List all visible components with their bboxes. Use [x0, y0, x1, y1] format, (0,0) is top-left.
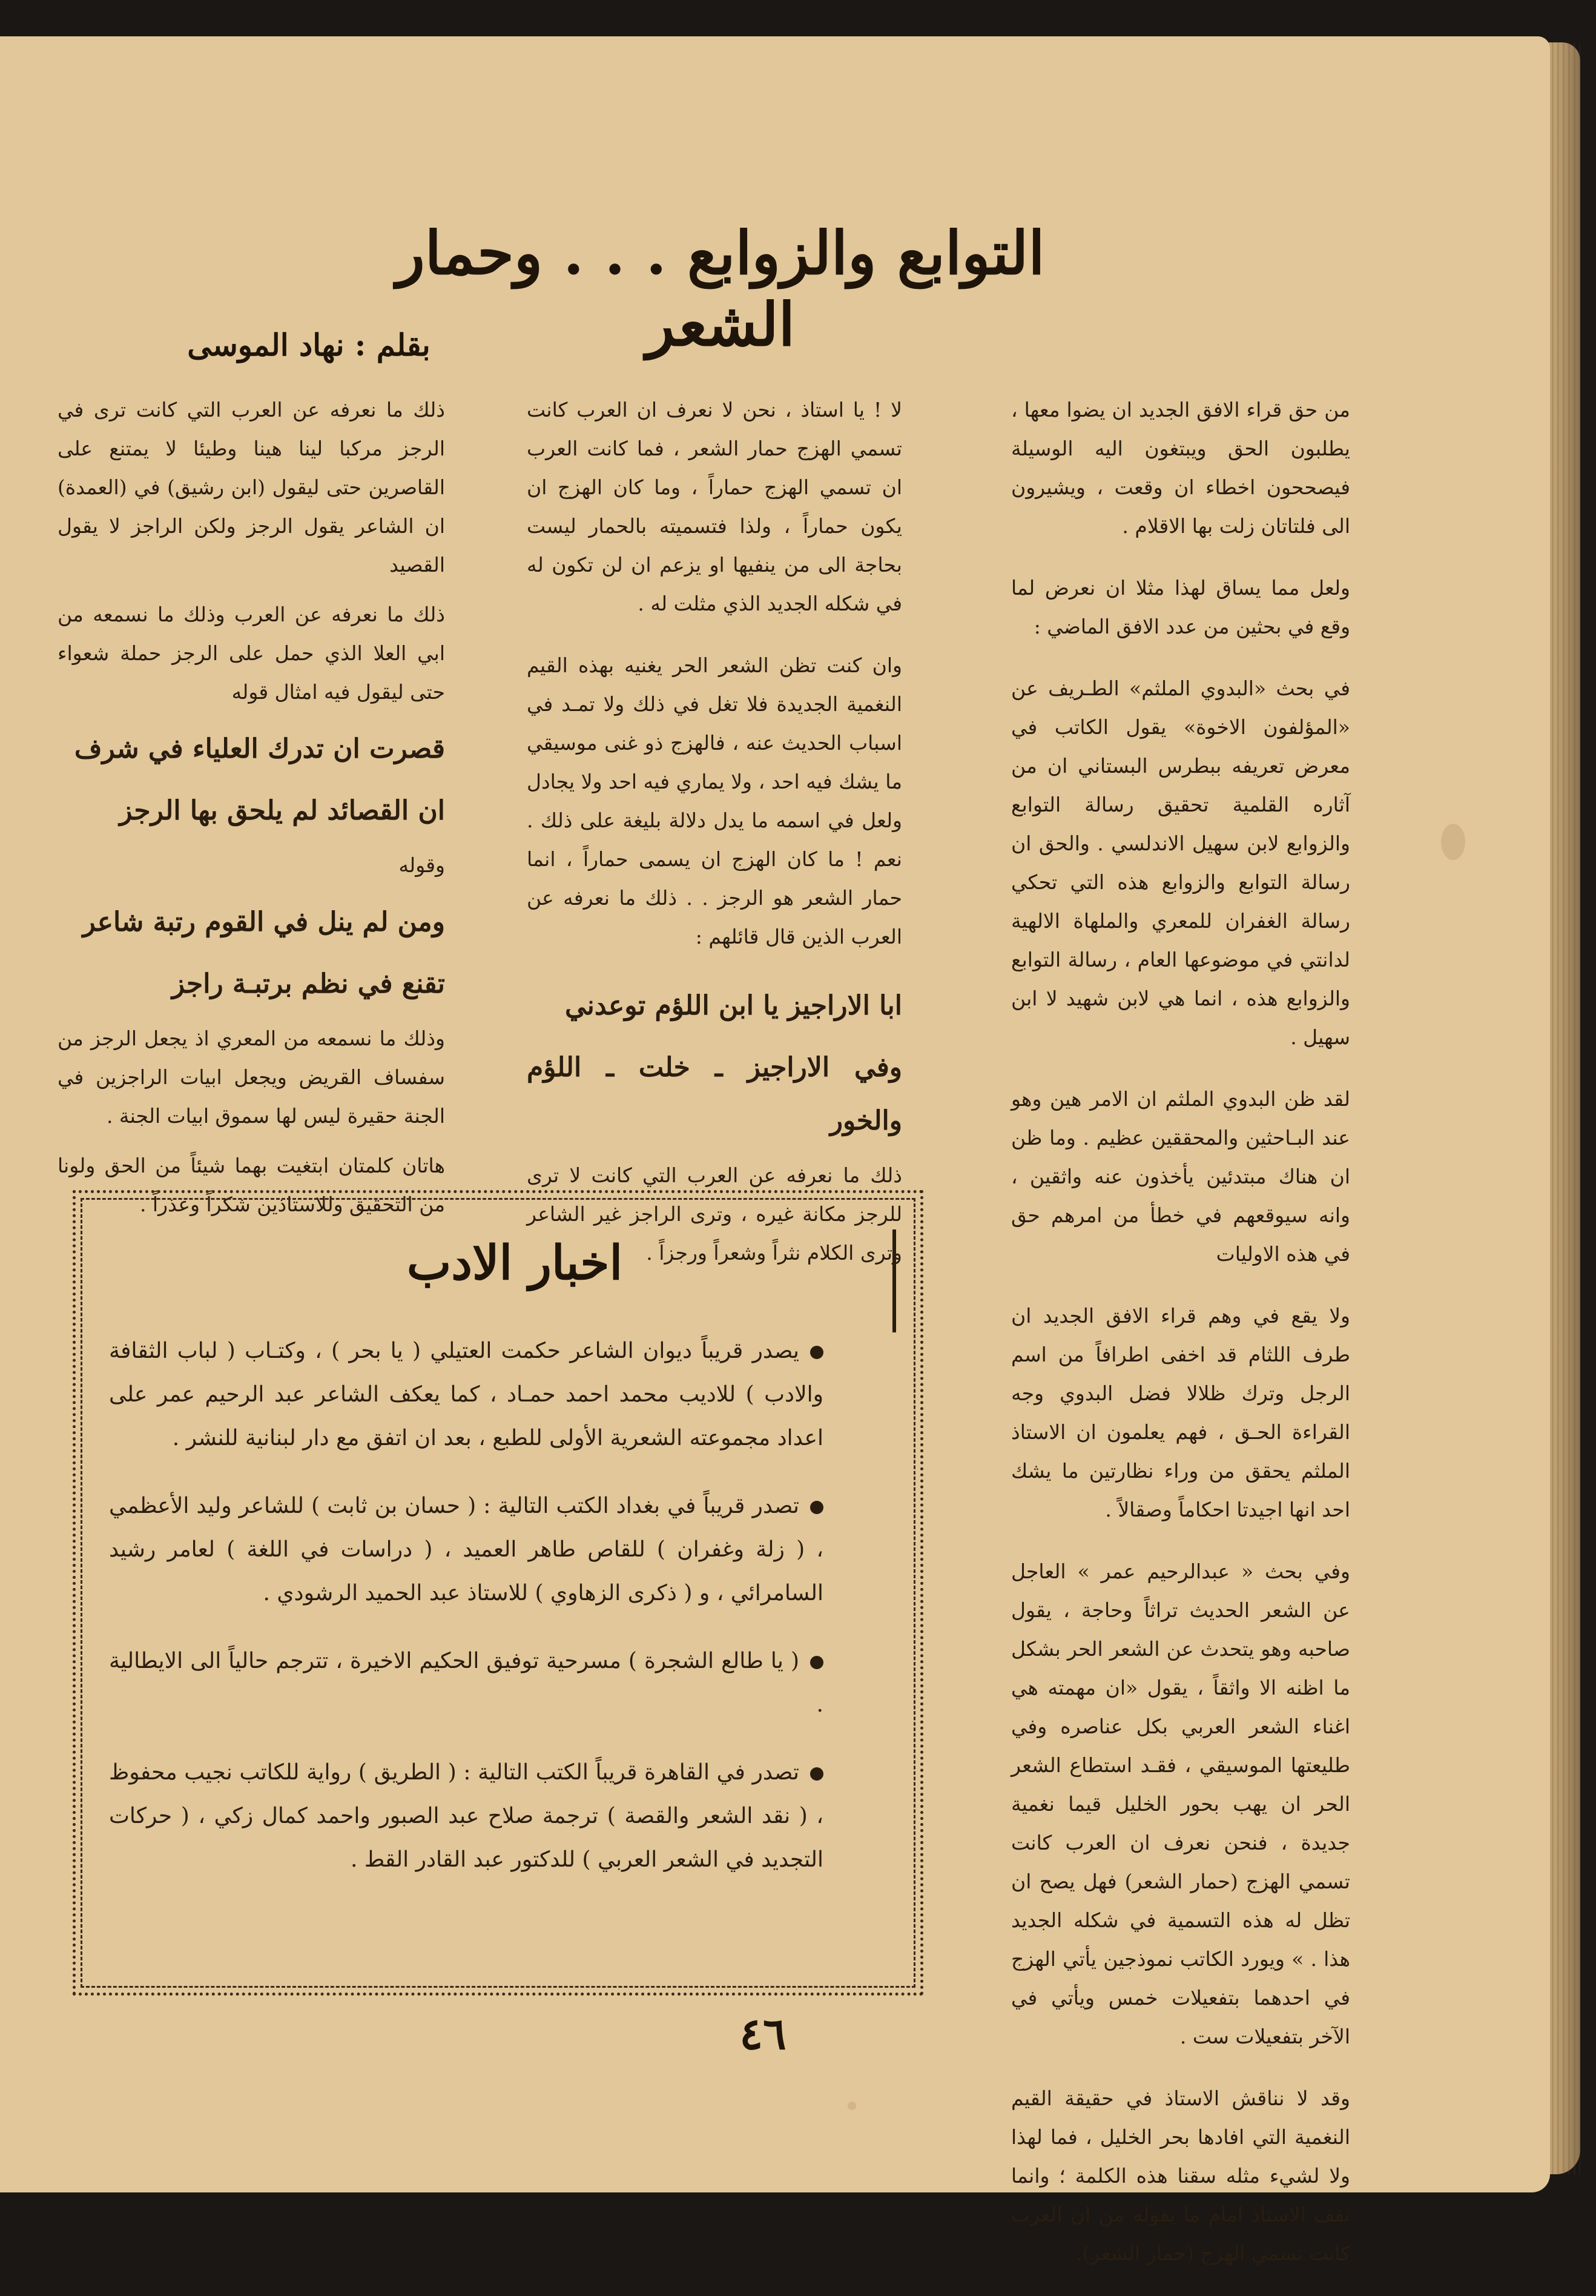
paragraph: وقد لا نناقش الاستاذ في حقيقة القيم النغمية التي افادها بحر الخليل ، فما لهذا ولا لشيء مثله سقنا هذه الكلمة ؛ وانما نقف الاستاذ امام ما يقوله من ان العرب كانت تسمي الهزج (حمار الشعر). — [1011, 2086, 1350, 2265]
paragraph: وقوله — [398, 853, 445, 877]
news-body — [109, 1329, 823, 1906]
bullet-icon — [810, 1767, 823, 1781]
paragraph: من حق قراء الافق الجديد ان يضوا معها ، يطلبون الحق ويبتغون اليه الوسيلة فيصححون اخطاء ان وقعت ، ويشيرون الى فلتاتان زلت بها الاقلام . — [1011, 398, 1350, 538]
paragraph: لا ! يا استاذ ، نحن لا نعرف ان العرب كانت تسمي الهزج حمار الشعر ، فما كانت العرب ان تسمي الهزج حماراً ، وما كان الهزج ان يكون حماراً ، ولذا فتسميته بالحمار ليست بحاجة الى من ينفيها او يزعم ان لن تكون له في شكله الجديد الذي مثلت له . — [527, 398, 902, 615]
paper-stain — [1441, 824, 1465, 860]
article-byline: بقلم : نهاد الموسى — [187, 327, 430, 363]
paragraph: ذلك ما نعرفه عن العرب التي كانت ترى في الرجز مركبا لينا هينا وطيئا لا يمتنع على القاصرين حتى ليقول (ابن رشيق) في (العمدة) ان الشاعر يقول الرجز ولكن الراجز لا يقول القصيد — [58, 398, 445, 577]
news-item — [109, 1639, 823, 1727]
column-left — [58, 391, 445, 1235]
verse-line: قصرت ان تدرك العلياء في شرف — [74, 733, 445, 764]
news-item — [109, 1329, 823, 1460]
verse-line: تقنع في نظم برتبـة راجز — [171, 968, 445, 999]
bullet-icon — [810, 1656, 823, 1669]
news-item-text: تصدر قريباً في بغداد الكتب التالية : ( حسان بن ثابت ) للشاعر وليد الأعظمي ، ( زلة وغفران ) للقاص طاهر العميد ، ( دراسات في اللغة ) لعامر رشيد السامرائي ، و ( ذكرى الزهاوي ) للاستاذ عبد الحميد الرشودي . — [109, 1494, 823, 1606]
paragraph: وان كنت تظن الشعر الحر يغنيه بهذه القيم النغمية الجديدة فلا تغل في ذلك ولا تمـد في اسباب الحديث عنه ، فالهزج ذو غنى موسيقي ما يشك فيه احد ، ولا يماري فيه احد ولا يجادل ولعل في اسمه ما يدل دلالة بليغة على ذلك . نعم ! ما كان الهزج ان يسمى حماراً ، انما حمار الشعر هو الرجز . . ذلك ما نعرفه عن العرب الذين قال قائلهم : — [527, 653, 902, 948]
paragraph: ولا يقع في وهم قراء الافق الجديد ان طرف اللثام قد اخفى اطرافاً من اسم الرجل وترك ظلالا فضل البدوي وجه القراءة الحـق ، فهم يعلمون ان الاستاذ الملثم يحقق من وراء نظارتين ما يشك احد انها اجيدتا احكاماً وصقالاً . — [1011, 1304, 1350, 1521]
bullet-icon — [810, 1346, 823, 1359]
paragraph: ولعل مما يساق لهذا مثلا ان نعرض لما وقع في بحثين من عدد الافق الماضي : — [1011, 576, 1350, 638]
literary-news-box — [73, 1190, 923, 1996]
news-item — [109, 1751, 823, 1882]
paragraph: لقد ظن البدوي الملثم ان الامر هين وهو عند البـاحثين والمحققين عظيم . وما ظن ان هناك مبتدئين يأخذون عنه واثقين ، وانه سيوقعهم في خطأ من امرهم حق في هذه الاوليات — [1011, 1087, 1350, 1266]
verse-line: ومن لم ينل في القوم رتبة شاعر — [82, 907, 445, 938]
news-item-text: تصدر في القاهرة قريباً الكتب التالية : ( الطريق ) رواية للكاتب نجيب محفوظ ، ( نقد الشعر والقصة ) ترجمة صلاح عبد الصبور واحمد كمال زكي ، ( حركات التجديد في الشعر العربي ) للدكتور عبد القادر القط . — [109, 1760, 823, 1872]
paragraph: ذلك ما نعرفه عن العرب التي كانت لا ترى للرجز مكانة غيره ، وترى الراجز غير الشاعر وترى الكلام نثراً وشعراً ورجزاً . — [527, 1163, 902, 1265]
bullet-icon — [810, 1501, 823, 1514]
news-title: اخبار الادب — [406, 1236, 623, 1291]
news-item-text: ( يا طالع الشجرة ) مسرحية توفيق الحكيم الاخيرة ، تترجم حالياً الى الايطالية . — [109, 1649, 823, 1717]
article-title: التوابع والزوابع . . . وحمار الشعر — [396, 219, 1045, 360]
column-middle — [527, 391, 902, 1295]
paragraph: هاتان كلمتان ابتغيت بهما شيئاً من الحق ولونا من التحقيق وللاستاذين شكراً وعذراً . — [58, 1154, 445, 1216]
verse-line: وفي الاراجيز ـ خلت ـ اللؤم والخور — [527, 1052, 902, 1136]
paragraph: ذلك ما نعرفه عن العرب وذلك ما نسمعه من ابي العلا الذي حمل على الرجز حملة شعواء حتى ليقول فيه امثال قوله — [58, 603, 445, 704]
news-item-text: يصدر قريباً ديوان الشاعر حكمت العتيلي ( يا بحر ) ، وكتـاب ( لباب الثقافة والادب ) للاديب محمد احمد حمـاد ، كما يعكف الشاعر عبد الرحيم عمر على اعداد مجموعته الشعرية الأولى للطبع ، بعد ان اتفق مع دار لبنانية للنشر . — [109, 1338, 823, 1451]
column-right — [1011, 391, 1350, 2296]
paragraph: وذلك ما نسمعه من المعري اذ يجعل الرجز من سفساف القريض ويجعل ابيات الراجزين في الجنة حقيرة ليس لها سموق ابيات الجنة . — [58, 1027, 445, 1128]
page-number: ٤٦ — [739, 2008, 786, 2059]
paragraph: في بحث «البدوي الملثم» الطـريف عن «المؤلفون الاخوة» يقول الكاتب في معرض تعريفه ببطرس البستاني ان من آثاره القلمية تحقيق رسالة التوابع والزوابع لابن سهيل الاندلسي . والحق ان رسالة التوابع والزوابع هذه التي تحكي رسالة الغفران للمعري والملهاة الالهية لدانتي في موضوعها العام ، رسالة التوابع والزوابع هذه ، انما هي لابن شهيد لا ابن سهيل . — [1011, 677, 1350, 1049]
news-item — [109, 1484, 823, 1615]
magazine-page — [0, 36, 1550, 2265]
paragraph: وفي بحث « عبدالرحيم عمر » العاجل عن الشعر الحديث تراثاً وحاجة ، يقول صاحبه وهو يتحدث عن الشعر الحر بشكل ما اظنه الا واثقاً ، يقول «ان مهمته هي اغناء الشعر العربي بكل عناصره وفي طليعتها الموسيقي ، فقـد استطاع الشعر الحر ان يهب بحور الخليل قيما نغمية جديدة ، فنحن نعرف ان العرب كانت تسمي الهزج (حمار الشعر) فهل يصح ان تظل له هذه التسمية في شكله الجديد هذا . » ويورد الكاتب نموذجين يأتي الهزج في احدهما بتفعيلات خمس ويأتي في الآخر بتفعيلات ست . — [1011, 1560, 1350, 2048]
paper-stain — [848, 2102, 856, 2110]
verse-line: ان القصائد لم يلحق بها الرجز — [119, 795, 445, 826]
corner-mark — [875, 1229, 896, 1332]
verse-line: ابا الاراجيز يا ابن اللؤم توعدني — [564, 990, 902, 1021]
